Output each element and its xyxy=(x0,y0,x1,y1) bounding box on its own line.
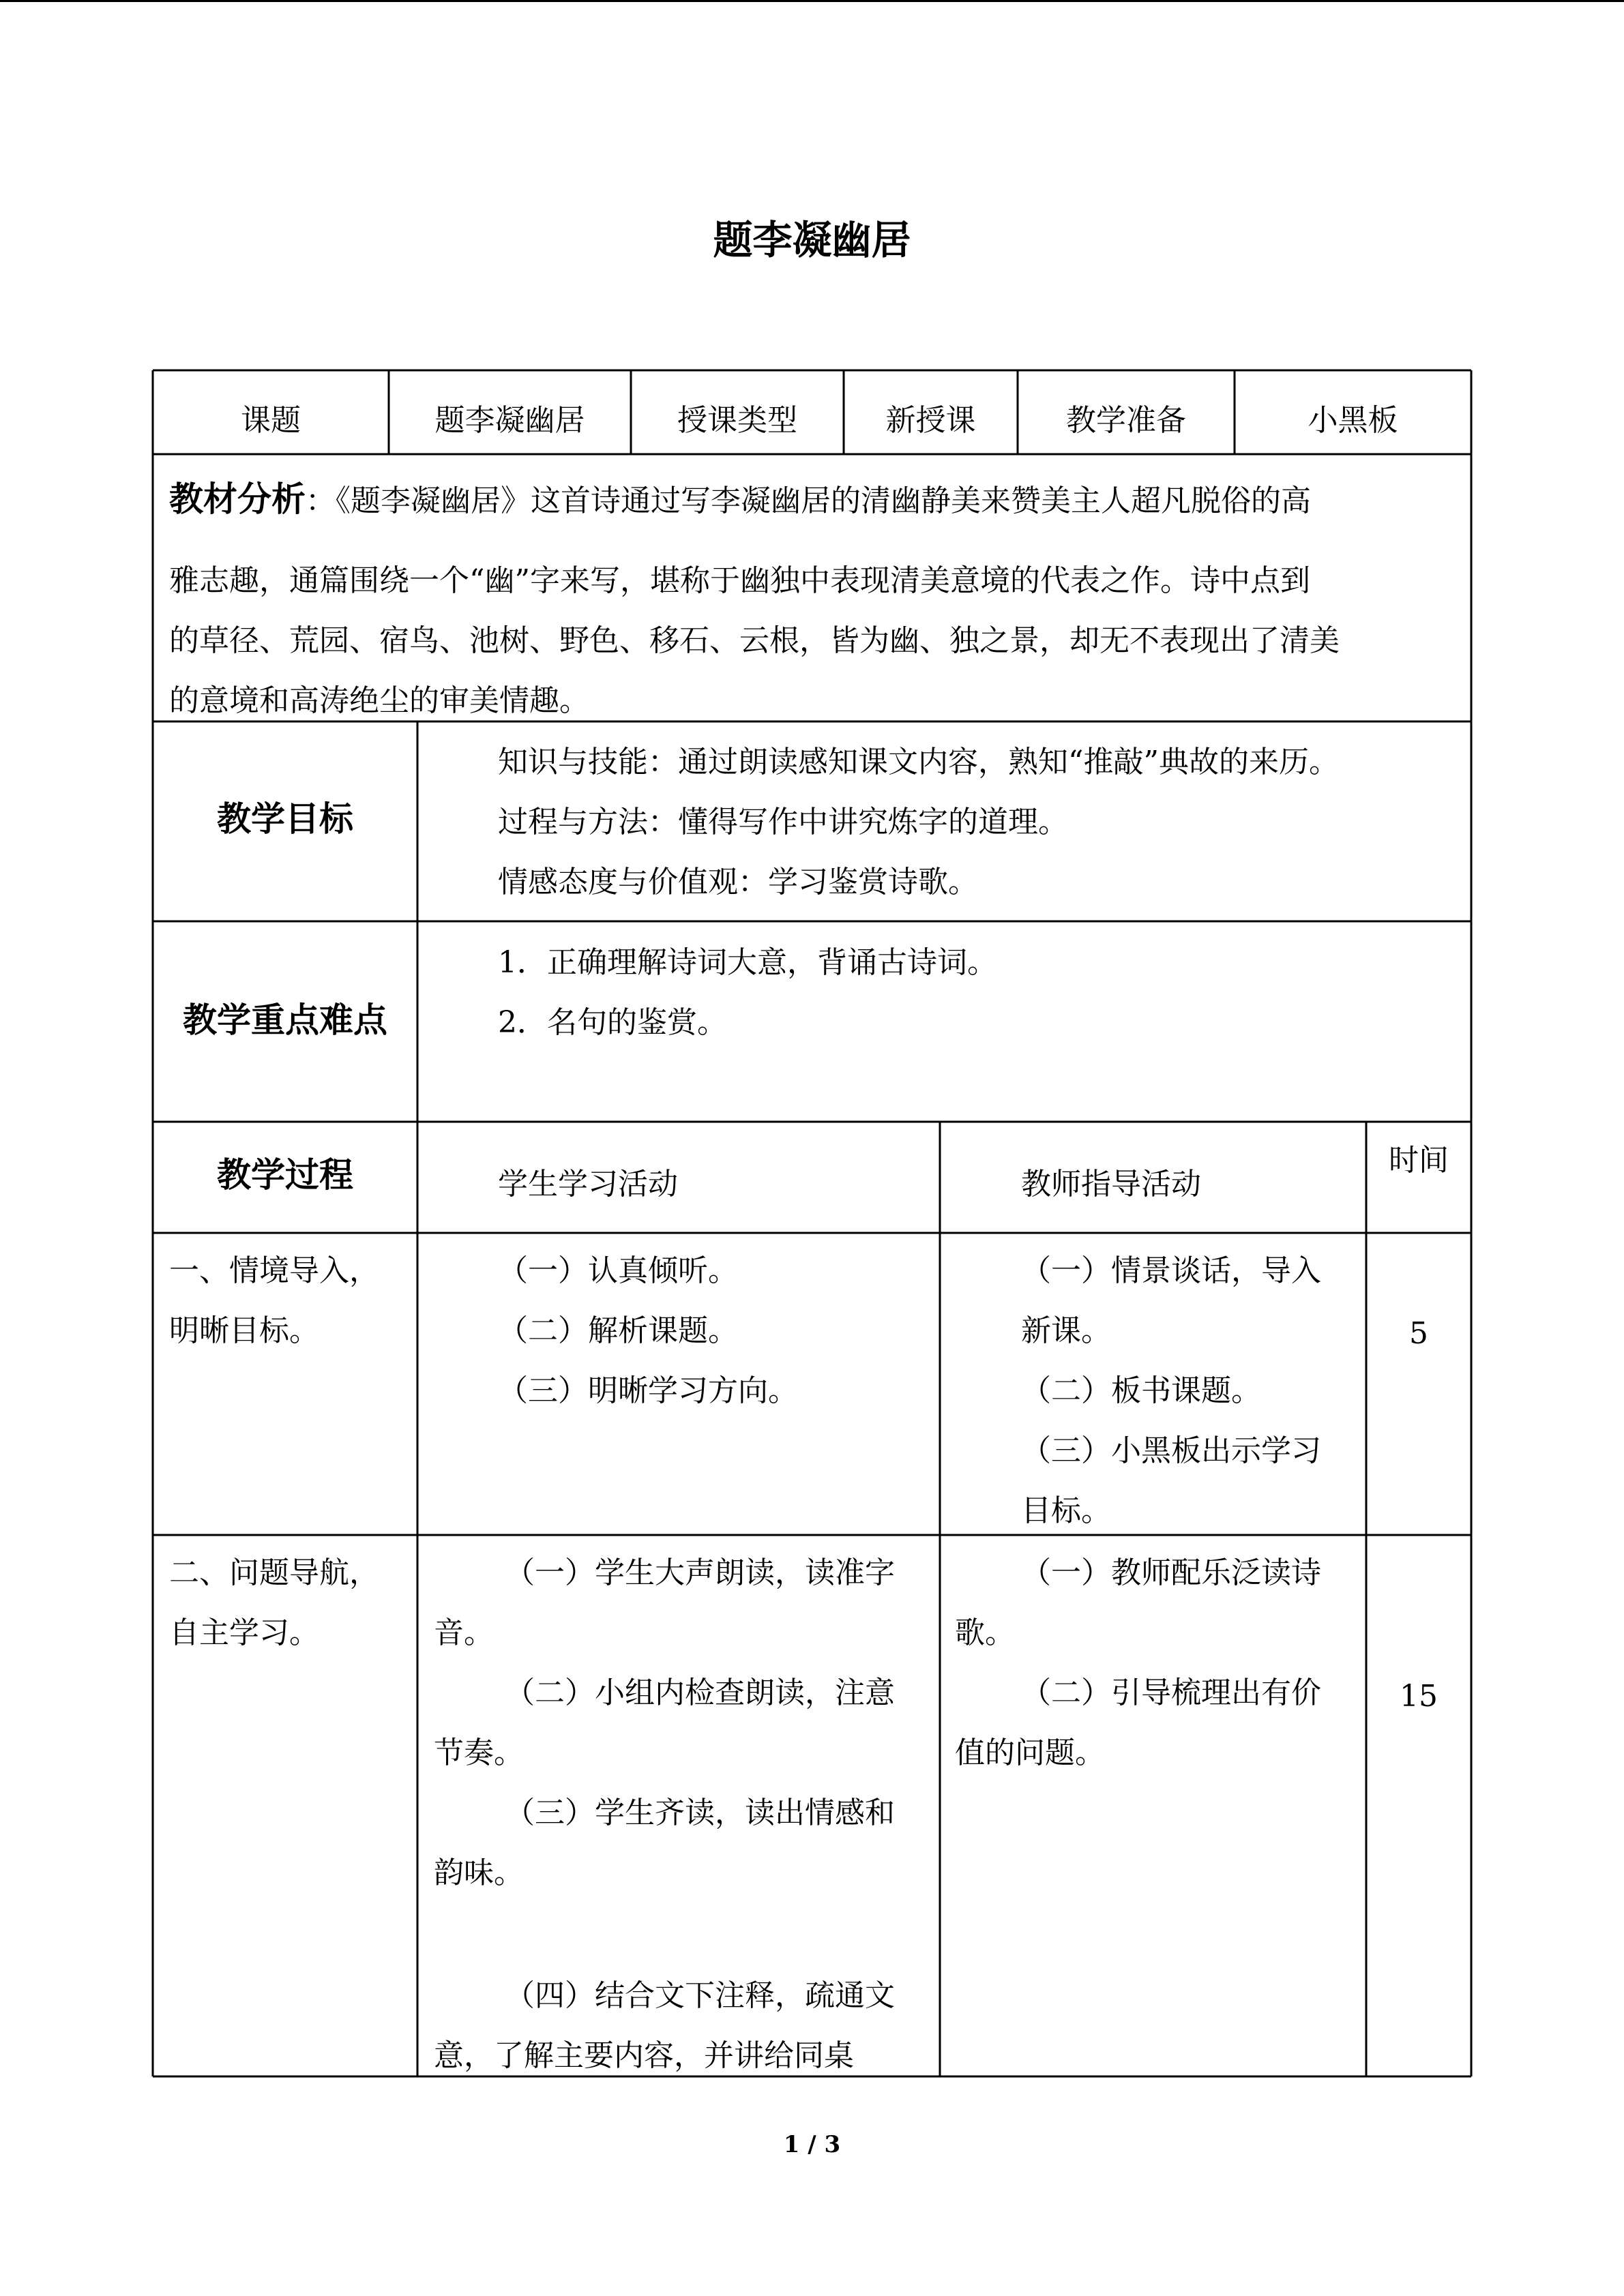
stage-2-student-line: （二）小组内检查朗读，注意 xyxy=(505,1675,895,1710)
stage-2-teacher-line: 歌。 xyxy=(955,1615,1015,1650)
analysis-line-1: 教材分析：《题李凝幽居》这首诗通过写李凝幽居的清幽静美来赞美主人超凡脱俗的高 xyxy=(169,479,1311,519)
stage-2-title-line-2: 自主学习。 xyxy=(169,1615,319,1650)
stage-2-student-line: 音。 xyxy=(434,1615,494,1650)
analysis-line-4: 的意境和高涛绝尘的审美情趣。 xyxy=(169,683,589,718)
stage-2-student-line: 节奏。 xyxy=(434,1735,524,1770)
stage-1-student-line: （三）明晰学习方向。 xyxy=(498,1373,798,1408)
stage-2-teacher-line: （二）引导梳理出有价 xyxy=(1021,1675,1321,1710)
key-point-1: 1．正确理解诗词大意，背诵古诗词。 xyxy=(498,945,997,980)
stage-1-student-line: （一）认真倾听。 xyxy=(498,1253,738,1288)
stage-1-title-line-2: 明晰目标。 xyxy=(169,1313,319,1348)
preparation-value: 小黑板 xyxy=(1308,403,1398,438)
preparation-label: 教学准备 xyxy=(1066,403,1186,438)
analysis-line-2: 雅志趣，通篇围绕一个“幽”字来写，堪称于幽独中表现清美意境的代表之作。诗中点到 xyxy=(169,563,1310,598)
stage-1-teacher-line: （一）情景谈话，导入 xyxy=(1021,1253,1321,1288)
stage-1-title-line-1: 一、情境导入， xyxy=(169,1253,379,1288)
lesson-type-label: 授课类型 xyxy=(677,403,797,438)
process-label: 教学过程 xyxy=(217,1155,353,1195)
teacher-activity-header: 教师指导活动 xyxy=(1021,1167,1201,1202)
stage-1-teacher-line: 新课。 xyxy=(1021,1313,1111,1348)
stage-1-student-line: （二）解析课题。 xyxy=(498,1313,738,1348)
page-number: 1 / 3 xyxy=(783,2131,841,2158)
stage-2-student-line: 韵味。 xyxy=(434,1855,524,1890)
objective-knowledge: 知识与技能：通过朗读感知课文内容，熟知“推敲”典故的来历。 xyxy=(498,745,1339,779)
key-points-label: 教学重点难点 xyxy=(183,1000,387,1040)
key-point-2: 2．名句的鉴赏。 xyxy=(498,1005,727,1040)
lesson-type-value: 新授课 xyxy=(885,403,976,438)
stage-1-teacher-line: （二）板书课题。 xyxy=(1021,1373,1261,1408)
analysis-label: 教材分析 xyxy=(169,479,306,519)
objectives-label: 教学目标 xyxy=(217,799,353,839)
time-header: 时间 xyxy=(1389,1143,1449,1178)
subject-label: 课题 xyxy=(241,403,301,438)
stage-2-student-line: （三）学生齐读，读出情感和 xyxy=(505,1795,895,1830)
stage-2-teacher-line: （一）教师配乐泛读诗 xyxy=(1021,1555,1321,1590)
stage-2-student-line: 意，了解主要内容，并讲给同桌 xyxy=(434,2038,854,2073)
analysis-line-3: 的草径、荒园、宿鸟、池树、野色、移石、云根，皆为幽、独之景，却无不表现出了清美 xyxy=(169,623,1340,658)
stage-1-teacher-line: （三）小黑板出示学习 xyxy=(1021,1433,1321,1468)
stage-2-student-line: （一）学生大声朗读，读准字 xyxy=(505,1555,895,1590)
stage-2-teacher-line: 值的问题。 xyxy=(955,1735,1105,1770)
stage-2-title-line-1: 二、问题导航， xyxy=(169,1555,379,1590)
objective-attitude: 情感态度与价值观：学习鉴赏诗歌。 xyxy=(498,865,978,899)
stage-1-time: 5 xyxy=(1409,1316,1428,1351)
stage-2-student-line: （四）结合文下注释，疏通文 xyxy=(505,1978,895,2013)
page-title: 题李凝幽居 xyxy=(713,217,911,263)
stage-1-teacher-line: 目标。 xyxy=(1021,1493,1111,1528)
student-activity-header: 学生学习活动 xyxy=(498,1167,678,1202)
objective-process: 过程与方法：懂得写作中讲究炼字的道理。 xyxy=(498,805,1068,839)
stage-2-time: 15 xyxy=(1400,1679,1438,1714)
subject-value: 题李凝幽居 xyxy=(434,403,585,438)
